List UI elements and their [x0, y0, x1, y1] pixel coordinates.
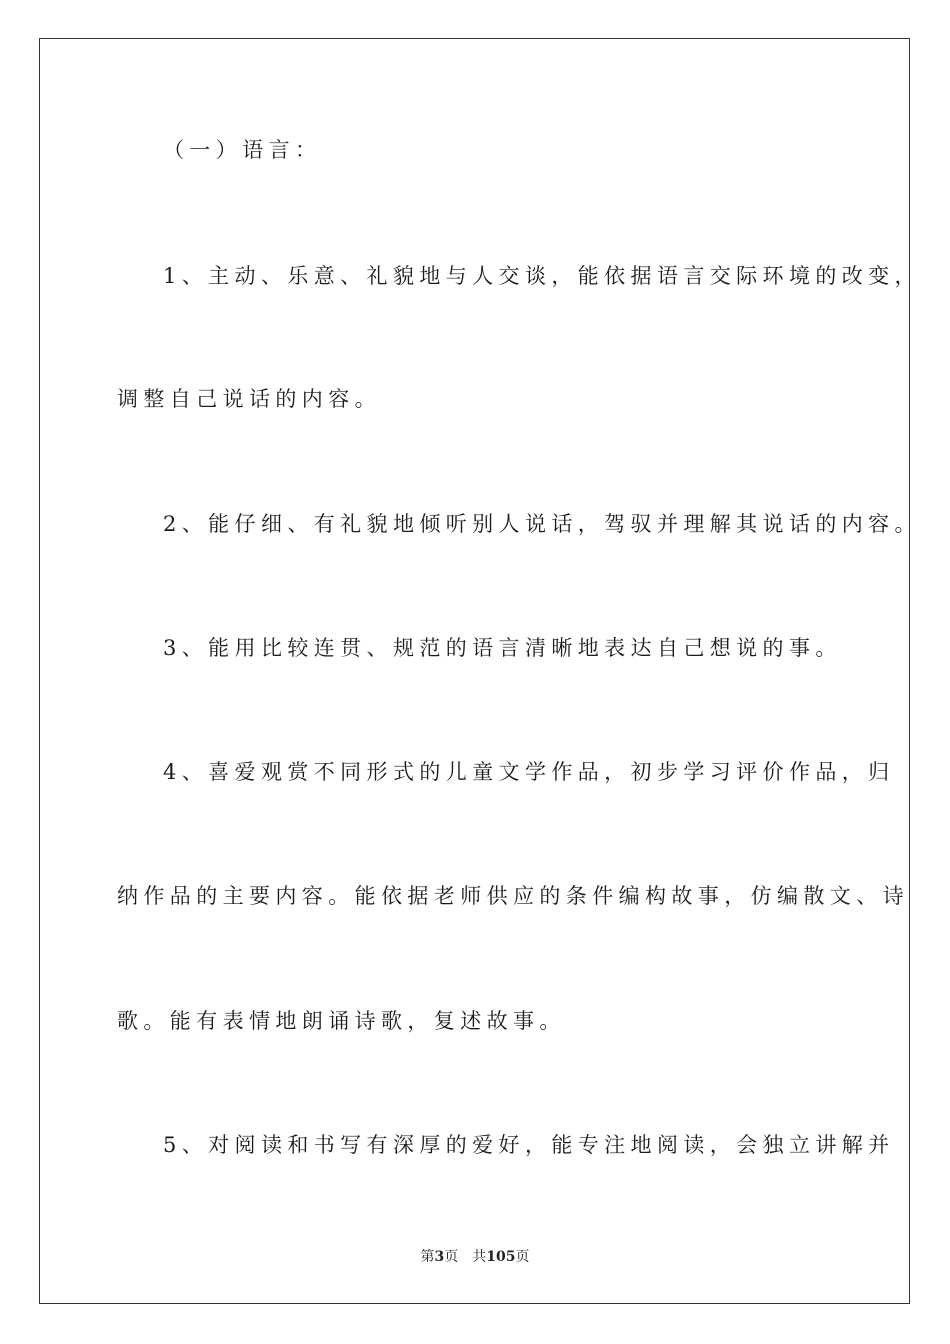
page-prefix: 第 — [420, 1249, 435, 1265]
paragraph-line: 调整自己说话的内容。 — [117, 387, 381, 411]
page-footer — [0, 1247, 950, 1267]
paragraph-line: 1、主动、乐意、礼貌地与人交谈，能依据语言交际环境的改变， — [163, 264, 921, 288]
section-heading: （一）语言： — [163, 138, 322, 162]
page-border — [39, 38, 910, 1304]
paragraph-line: 歌。能有表情地朗诵诗歌，复述故事。 — [117, 1009, 566, 1033]
total-prefix: 共 — [472, 1249, 487, 1265]
paragraph-line: 5、对阅读和书写有深厚的爱好，能专注地阅读，会独立讲解并 — [163, 1133, 895, 1157]
page-number: 3 — [434, 1249, 445, 1265]
paragraph-line: 3、能用比较连贯、规范的语言清晰地表达自己想说的事。 — [163, 636, 842, 660]
page-suffix: 页 — [444, 1249, 459, 1265]
paragraph-line: 2、能仔细、有礼貌地倾听别人说话，驾驭并理解其说话的内容。 — [163, 512, 921, 536]
total-suffix: 页 — [515, 1249, 530, 1265]
paragraph-line: 纳作品的主要内容。能依据老师供应的条件编构故事，仿编散文、诗 — [117, 884, 909, 908]
paragraph-line: 4、喜爱观赏不同形式的儿童文学作品，初步学习评价作品，归 — [163, 760, 895, 784]
total-pages: 105 — [486, 1249, 516, 1265]
